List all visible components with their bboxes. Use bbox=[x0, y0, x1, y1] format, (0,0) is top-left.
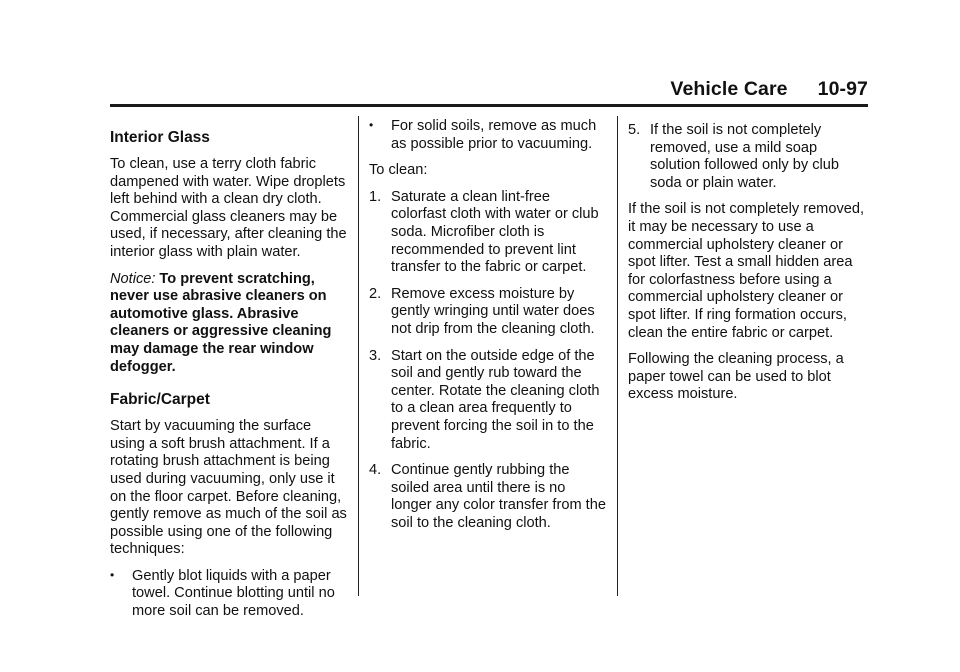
column-divider-2 bbox=[617, 116, 618, 596]
step-text: Saturate a clean lint-free colorfast cloth with water or club soda. Microfiber cloth is recommended to prevent lint transfer to the fabric or carpet. bbox=[391, 188, 599, 276]
heading-fabric-carpet: Fabric/Carpet bbox=[110, 391, 210, 409]
bullet-icon: • bbox=[110, 567, 115, 582]
step-item bbox=[369, 462, 609, 532]
column-3 bbox=[628, 122, 868, 413]
step-number: 3. bbox=[369, 347, 382, 364]
step-text: Remove excess moisture by gently wringing until water does not drip from the cleaning cloth. bbox=[391, 285, 595, 337]
notice-label: Notice: bbox=[110, 270, 156, 287]
column-divider-1 bbox=[358, 116, 359, 596]
step-number: 5. bbox=[628, 122, 641, 138]
step-item bbox=[369, 189, 609, 277]
bullet-text: For solid soils, remove as much as possible prior to vacuuming. bbox=[391, 118, 597, 152]
step-number: 4. bbox=[369, 462, 382, 479]
step-text: Continue gently rubbing the soiled area until there is no longer any color transfer from the soil to the cleaning cloth. bbox=[391, 462, 606, 531]
column-1 bbox=[110, 122, 350, 630]
step-number: 2. bbox=[369, 285, 382, 302]
to-clean-label: To clean: bbox=[369, 162, 428, 179]
header-rule bbox=[110, 104, 868, 107]
list-item bbox=[110, 568, 350, 621]
page-header bbox=[670, 78, 868, 101]
step-item bbox=[369, 348, 609, 454]
step-item bbox=[369, 286, 609, 339]
paragraph-glass: To clean, use a terry cloth fabric dampened with water. Wipe droplets left behind with a clean dry cloth. Commercial glass cleaners may be used, if necessary, after cleaning the interior glass with plain water. bbox=[110, 156, 347, 260]
notice-text: To prevent scratching, never use abrasive cleaners on automotive glass. Abrasive cleaners or aggressive cleaning may damage the rear window defogger. bbox=[110, 270, 332, 375]
page-number: 10-97 bbox=[817, 78, 868, 100]
section-title: Vehicle Care bbox=[670, 78, 788, 100]
step-item bbox=[628, 122, 868, 192]
step-text: If the soil is not completely removed, use a mild soap solution followed only by club soda or plain water. bbox=[650, 122, 840, 191]
notice bbox=[110, 271, 350, 377]
paragraph-spot-lifter: If the soil is not completely removed, it may be necessary to use a commercial upholstery cleaner or spot lifter. Test a small hidden area for colorfastness before using a commercial upholstery cleaner or spot lifter. If ring formation occurs, clean the entire fabric or carpet. bbox=[628, 201, 865, 341]
heading-interior-glass: Interior Glass bbox=[110, 129, 210, 146]
paragraph-fabric: Start by vacuuming the surface using a soft brush attachment. If a rotating brush attachment is being used during vacuuming, only use it on the floor carpet. Before cleaning, gently remove as much of the soil as possible using one of the following techniques: bbox=[110, 418, 347, 558]
list-item bbox=[369, 118, 609, 153]
step-text: Start on the outside edge of the soil and gently rub toward the center. Rotate the cleaning cloth to a clean area frequently to prevent forcing the soil in to the fabric. bbox=[391, 347, 600, 452]
bullet-text: Gently blot liquids with a paper towel. Continue blotting until no more soil can be removed. bbox=[132, 567, 335, 620]
bullet-icon: • bbox=[369, 118, 374, 132]
step-number: 1. bbox=[369, 188, 382, 205]
paragraph-following: Following the cleaning process, a paper towel can be used to blot excess moisture. bbox=[628, 351, 844, 403]
column-2 bbox=[369, 118, 609, 541]
